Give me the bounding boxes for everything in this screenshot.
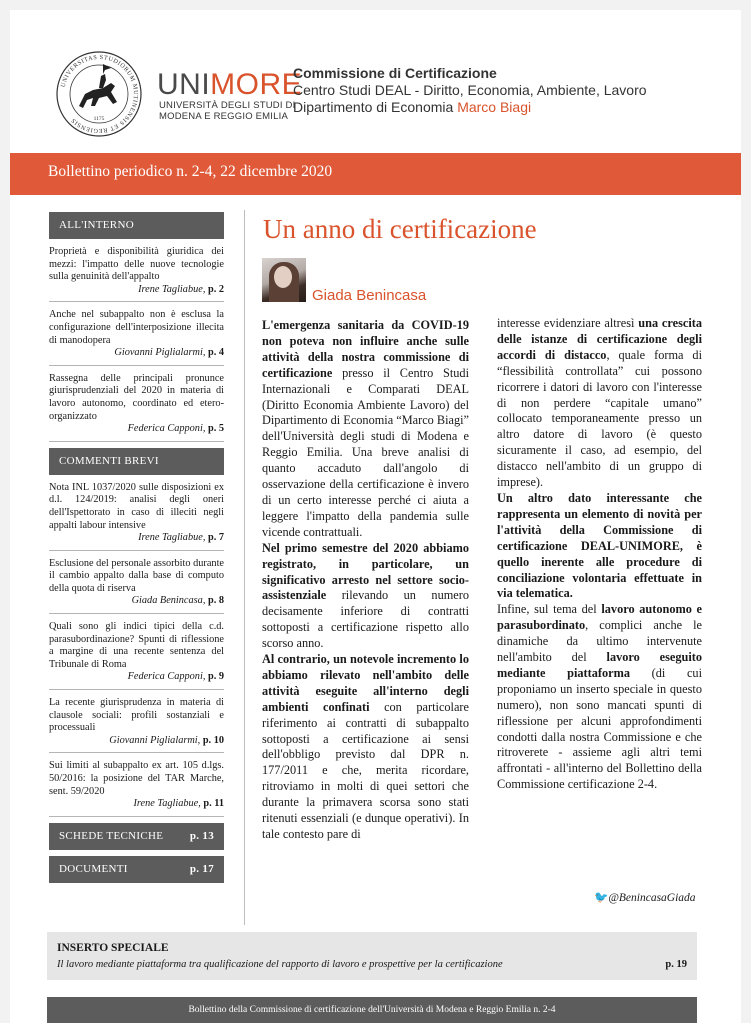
paragraph-text: rilevando un numero decisamente inferiore di contratti sottoposti a certificazione rispetto allo scorso anno. [262,588,469,651]
seal-text: UNIVERSITAS STUDIORUM MUTINENSIS ET REGIENSIS [59,53,140,135]
toc-item-text: Sui limiti al subappalto ex art. 105 d.lgs. 50/2016: la posizione del TAR Marche, sent. 59/2020 [49,760,224,797]
toc-item-text: Esclusione del personale assorbito durante il cambio appalto dalla base di computo della quota di riserva [49,557,224,594]
issue-banner [10,153,741,195]
logo-sub-line-2: MODENA E REGGIO EMILIA [159,111,288,122]
article-author: Giada Benincasa [312,287,427,304]
toc-item-author: Federica Capponi [127,671,203,683]
article-paragraph [497,602,702,793]
toc-item-text: Proprietà e disponibilità giuridica dei mezzi: l'impatto delle nuove tecnologie sulla genuinità dell'appalto [49,246,224,283]
bold-phrase: lavoro autonomo e parasubordinato [497,602,702,633]
toc-item[interactable]: La recente giurisprudenza in materia di clausole sociali: profili sostanziali e processuali Giovanni Piglialarmi, p. 10 [49,690,224,753]
toc-item[interactable]: Nota INL 1037/2020 sulle disposizioni ex d.l. 124/2019: analisi degli oneri dell'Ispettorato in caso di illeciti negli appalti labour intensive Irene Tagliabue, p. 7 [49,475,224,551]
schede-page: p. 13 [189,829,214,842]
schede-tecniche-link[interactable] [49,823,224,850]
twitter-handle-link[interactable] [594,890,696,904]
sidebar-contents [49,212,224,883]
article-paragraph [497,316,702,491]
documenti-label: DOCUMENTI [59,862,128,875]
toc-item-text: La recente giurisprudenza in materia di clausole sociali: profili sostanziali e processuali [49,697,224,734]
toc-item-page: p. 8 [207,595,224,607]
paragraph-text: interesse evidenziare altresì [497,316,639,330]
comments-section-label: COMMENTI BREVI [59,454,159,467]
toc-item-text: Rassegna delle principali pronunce giurisprudenziali del 2020 in materia di lavoro autonomo, coordinato ed etero-organizzato [49,372,224,422]
article-column-1 [262,318,469,843]
article-column-2 [497,316,702,793]
twitter-bird-icon: 🐦 [594,892,609,904]
toc-item-author: Irene Tagliabue [138,532,203,544]
toc-item-page: p. 9 [207,671,224,683]
inside-section-label: ALL'INTERNO [59,219,134,231]
bold-lead: L'emergenza sanitaria da COVID-19 non poteva non influire anche sulle attività della nostra commissione di certificazione [262,318,469,380]
paragraph-text: Infine, sul tema del [497,602,602,617]
toc-item-text: Nota INL 1037/2020 sulle disposizioni ex d.l. 124/2019: analisi degli oneri dell'Ispettorato in caso di illeciti negli appalti labour intensive [49,481,224,531]
documenti-page: p. 17 [189,862,214,875]
toc-item-author: Federica Capponi [127,423,203,435]
toc-item[interactable]: Quali sono gli indici tipici della c.d. parasubordinazione? Spunti di riflessione a margine di una recente sentenza del Tribunale di Roma Federica Capponi, p. 9 [49,614,224,690]
bulletin-page [10,10,741,1023]
logo-subtitle [159,100,295,122]
toc-item-page: p. 5 [207,423,224,435]
logo-more: MORE [210,68,303,101]
toc-item-page: p. 7 [207,532,224,544]
unimore-logo [157,68,302,102]
insert-page: p. 19 [665,959,687,970]
toc-item-author: Giovanni Piglialarmi [114,347,203,359]
insert-heading: INSERTO SPECIALE [57,942,169,954]
logo-uni: UNI [157,68,211,101]
toc-item-page: p. 11 [203,798,224,810]
author-photo [262,258,306,302]
toc-item-text: Anche nel subappalto non è esclusa la configurazione dell'interposizione illecita di manodopera [49,309,224,346]
toc-item-text: Quali sono gli indici tipici della c.d. parasubordinazione? Spunti di riflessione a margine di una recente sentenza del Tribunale di Roma [49,621,224,670]
department-marco-biagi: Marco Biagi [457,99,532,115]
toc-item-author: Giovanni Piglialarmi [109,734,198,746]
article-paragraph [262,652,469,843]
paragraph-text: (di cui proponiamo un inserto speciale in questo numero), non sono mancati spunti di riflessione per alcuni approfondimenti condotti dalla nostra Commissione e che ritroverete - assieme agli altri temi affrontati - all'interno del Bollettino della Commissione certificazione 2-4. [497,665,702,792]
toc-item[interactable]: Esclusione del personale assorbito durante il cambio appalto dalla base di computo della quota di riserva Giada Benincasa, p. 8 [49,551,224,614]
documenti-link[interactable] [49,856,224,883]
paragraph-text: presso il Centro Studi Internazionali e Comparati DEAL (Diritto Economia Ambiente Lavoro) del Dipartimento di Economia “Marco Biagi” dell'Università degli studi di Modena e Reggio Emilia. Una breve analisi di quanto accaduto dall'angolo di osservazione della certificazione è invero di un certo interesse perché ci aiuta a leggere l'impatto della pandemia sulle vicende contrattuali. [262,365,469,539]
commission-line-2: Centro Studi DEAL - Diritto, Economia, Ambiente, Lavoro [293,82,647,98]
toc-item-page: p. 4 [207,347,224,359]
toc-item[interactable]: Rassegna delle principali pronunce giurisprudenziali del 2020 in materia di lavoro autonomo, coordinato ed etero-organizzato Federica Capponi, p. 5 [49,366,224,442]
article-title: Un anno di certificazione [263,214,537,244]
toc-item[interactable]: Anche nel subappalto non è esclusa la configurazione dell'interposizione illecita di manodopera Giovanni Piglialarmi, p. 4 [49,302,224,365]
paragraph-text: con particolare riferimento ai contratti di subappalto sottoposti a certificazione ai sensi dell'obbligo previsto dal DPR n. 177/2011 e che, merita ricordare, ritroviamo in molti di quei settori che durante la primavera scorsa sono stati ritenuti essenziali (e dunque operativi). In tale contesto pare di [262,699,469,841]
twitter-handle: @BenincasaGiada [608,892,696,904]
article-paragraph [497,491,702,602]
department-name: Dipartimento di Economia [293,99,454,115]
paragraph-text: , complici anche le dinamiche da ultimo intervenute nell'ambito del [497,618,702,665]
commission-title: Commissione di Certificazione [293,65,497,81]
commission-line-3 [293,99,647,116]
issue-banner-text: Bollettino periodico n. 2-4, 22 dicembre 2020 [48,163,333,180]
toc-item[interactable]: Proprietà e disponibilità giuridica dei mezzi: l'impatto delle nuove tecnologie sulla genuinità dell'appalto Irene Tagliabue, p. 2 [49,239,224,302]
commission-header [293,65,647,116]
university-seal [55,50,143,138]
bold-phrase: una crescita delle istanze di certificazione degli accordi di distacco [497,316,702,362]
toc-item-page: p. 10 [202,734,224,746]
bold-lead: Al contrario, un notevole incremento lo abbiamo rilevato nell'ambito delle attività eseguite all'interno degli ambienti confinati [262,652,469,714]
inside-section-header [49,212,224,239]
logo-sub-line-1: UNIVERSITÀ DEGLI STUDI DI [159,100,296,111]
seal-year: 1175 [93,116,105,122]
bold-phrase: Un altro dato interessante che rappresenta un elemento di novità per l'attività della Commissione di certificazione DEAL-UNIMORE, è quello inerente alle procedure di conciliazione volontaria effettuate in via telematica. [497,490,702,601]
toc-item-author: Giada Benincasa [131,595,203,607]
toc-item-page: p. 2 [207,283,224,295]
article-paragraph [262,318,469,541]
toc-item-author: Irene Tagliabue [133,798,199,810]
schede-label: SCHEDE TECNICHE [59,829,164,842]
toc-item-author: Irene Tagliabue [138,283,203,295]
insert-subtitle: Il lavoro mediante piattaforma tra qualificazione del rapporto di lavoro e prospettive per la certificazione [57,959,503,970]
page-footer: Bollettino della Commissione di certificazione dell'Università di Modena e Reggio Emilia n. 2-4 [47,997,697,1023]
column-divider [244,210,245,925]
comments-section-header [49,448,224,475]
article-paragraph [262,541,469,652]
toc-item[interactable]: Sui limiti al subappalto ex art. 105 d.lgs. 50/2016: la posizione del TAR Marche, sent. 59/2020 Irene Tagliabue, p. 11 [49,753,224,816]
bold-phrase: lavoro eseguito mediante piattaforma [497,650,702,680]
special-insert[interactable] [47,932,697,980]
bold-lead: Nel primo semestre del 2020 abbiamo registrato, in particolare, un significativo arresto nel settore socio-assistenziale [262,540,469,603]
paragraph-text: , quale forma di “flessibilità controllata” cui possono ricorrere i datori di lavoro con l'interesse di non perdere “capitale umano” collocato temporaneamente presso un altro datore di lavoro (è questo sicuramente il caso, ad esempio, del distacco nell'ambito di un gruppo di imprese). [497,347,702,490]
